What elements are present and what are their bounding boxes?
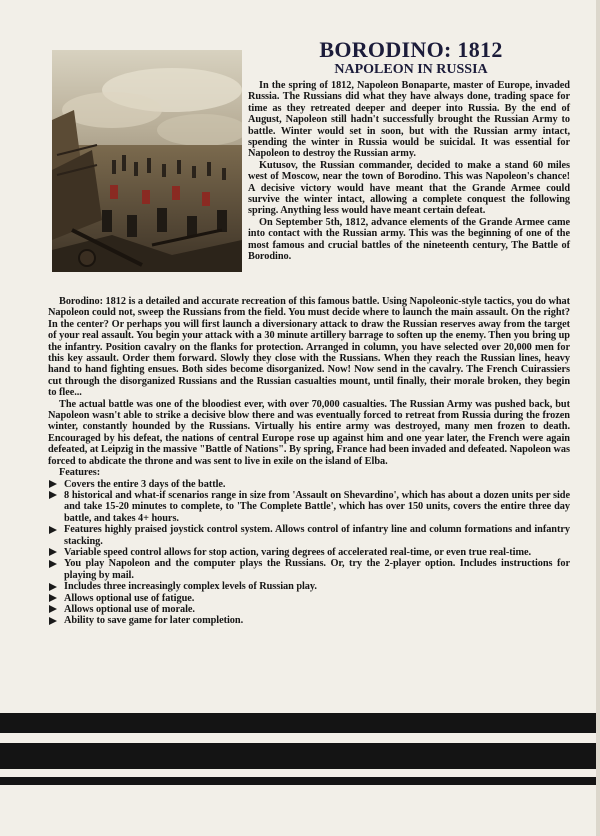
- feature-text: Features highly praised joystick control system. Allows control of infantry line and column formations and infantry stacking.: [64, 524, 570, 547]
- feature-text: Ability to save game for later completion.: [64, 615, 244, 627]
- page-title: BORODINO: 1812: [319, 37, 503, 62]
- arrow-bullet-icon: [49, 617, 57, 625]
- feature-item: [48, 558, 570, 581]
- feature-text: Variable speed control allows for stop action, varing degrees of accelerated real-time, or even true real-time.: [64, 546, 532, 558]
- feature-item: [48, 604, 570, 615]
- feature-item: [48, 593, 570, 604]
- arrow-bullet-icon: [49, 491, 57, 499]
- feature-text: Includes three increasingly complex levels of Russian play.: [64, 581, 317, 593]
- arrow-bullet-icon: [49, 594, 57, 602]
- feature-item: [48, 547, 570, 558]
- arrow-bullet-icon: [49, 583, 57, 591]
- battle-painting: [52, 50, 242, 272]
- feature-item: [48, 490, 570, 524]
- intro-paragraph: In the spring of 1812, Napoleon Bonaparte, master of Europe, invaded Russia. The Russians did what they have always done, trading space for time as they retreated deeper and deeper into Russia. By the end of August, Napoleon still hadn't successfully brought the Russian Army to battle. Winter would set in soon, but with the Russian army intact, spending the winter in Russia would be suicidal. It was essential for Napoleon to destroy the Russian army.: [248, 80, 570, 160]
- feature-item: [48, 479, 570, 490]
- arrow-bullet-icon: [49, 548, 57, 556]
- arrow-bullet-icon: [49, 480, 57, 488]
- intro-text: [248, 80, 570, 263]
- battle-painting-image: [52, 50, 242, 272]
- stripe-band: [0, 713, 600, 733]
- arrow-bullet-icon: [49, 605, 57, 613]
- feature-item: [48, 615, 570, 626]
- decorative-stripes: [0, 713, 600, 785]
- feature-text: You play Napoleon and the computer plays the Russians. Or, try the 2-player option. Includes instructions for playing by mail.: [64, 558, 570, 581]
- feature-text: Covers the entire 3 days of the battle.: [64, 478, 226, 490]
- page-edge: [596, 0, 600, 836]
- main-text: [48, 296, 570, 627]
- main-paragraph: The actual battle was one of the bloodiest ever, with over 70,000 casualties. The Russian Army was pushed back, but Napoleon wasn't able to strike a decisive blow there and was eventually forced to retreat from Russia during the frozen winter, constantly hounded by the Russians. Virtually his entire army was destroyed, many men frozen to death. Encouraged by his defeat, the nations of central Europe rose up against him and one year later, the French were again defeated, at Leipzig in the massive "Battle of Nations". By spring, France had been invaded and defeated. Napoleon was forced to abdicate the throne and was sent to live in exile on the island of Elba.: [48, 398, 570, 467]
- feature-item: [48, 581, 570, 592]
- arrow-bullet-icon: [49, 560, 57, 568]
- feature-text: Allows optional use of fatigue.: [64, 592, 195, 604]
- stripe-band: [0, 777, 600, 785]
- intro-paragraph: On September 5th, 1812, advance elements of the Grande Armee came into contact with the Russian army. This was the beginning of one of the most famous and crucial battles of the nineteenth century, The Battle of Borodino.: [248, 216, 570, 263]
- feature-text: Allows optional use of morale.: [64, 603, 195, 615]
- features-list: [48, 479, 570, 627]
- features-heading: Features:: [59, 467, 101, 479]
- feature-text: 8 historical and what-if scenarios range in size from 'Assault on Shevardino', which has about a dozen units per side and take 15-20 minutes to complete, to 'The Complete Battle', which has over 150 units, covers the entire three day battle, and takes 4+ hours.: [64, 489, 570, 524]
- main-paragraph: Borodino: 1812 is a detailed and accurate recreation of this famous battle. Using Napoleonic-style tactics, you do what Napoleon could not, sweep the Russians from the field. You must decide where to launch the main assault. On the right? In the center? Or perhaps you will first launch a diversionary attack to draw the Russian reserves away from the target of your real assault. You begin your attack with a 30 minute artillery barrage to soften up the enemy. Then you bring up the infantry. Position cavalry on the flanks for protection. Arranged in column, you have selected over 20,000 men for this key assault. Order them forward. Slowly they close with the Russians. When they reach the Russian lines, heavy hand to hand fighting ensues. Both sides become disorganized. Now! Now send in the cavalry. The French Cuirassiers cut through the disorganized Russians and the Russian casualties mount, until finally, their morale broken, they begin to flee...: [48, 296, 570, 399]
- stripe-band: [0, 743, 600, 769]
- intro-paragraph: Kutusov, the Russian commander, decided to make a stand 60 miles west of Moscow, near the town of Borodino. This was Napoleon's chance! A decisive victory would have meant that the Grande Armee could survive the winter intact, allowing a complete conquest the following spring. Anything less would have meant certain defeat.: [248, 159, 570, 217]
- feature-item: [48, 524, 570, 547]
- arrow-bullet-icon: [49, 526, 57, 534]
- page-subtitle: NAPOLEON IN RUSSIA: [334, 62, 488, 77]
